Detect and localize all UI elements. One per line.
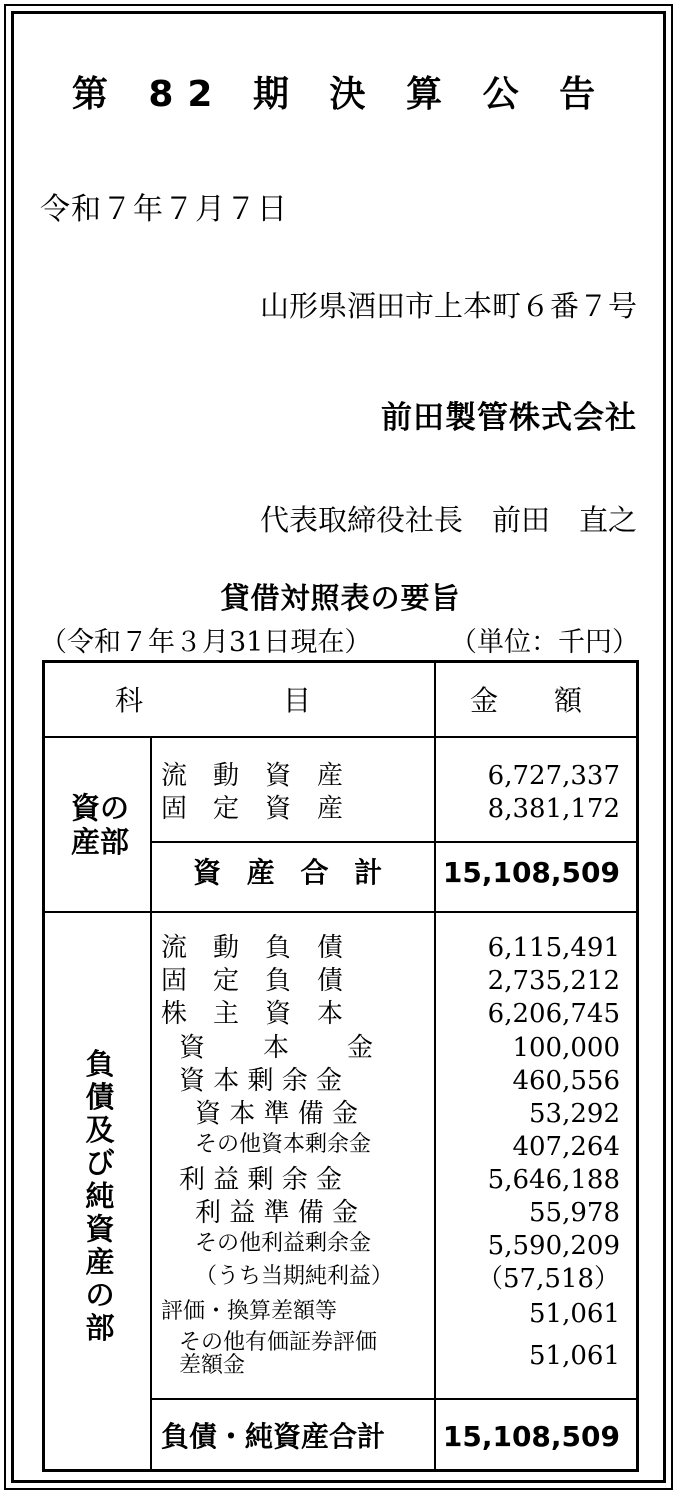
- liabilities-item-label: 資 本 準 備 金: [195, 1099, 359, 1129]
- liab-total-value: 15,108,509: [442, 1420, 620, 1453]
- liabilities-item-value: 5,590,209: [487, 1231, 620, 1261]
- unit-label: （単位：千円）: [450, 627, 639, 658]
- column-header-amount: 金 額: [470, 684, 583, 717]
- assets-item-value: 8,381,172: [487, 794, 620, 824]
- assets-item-label: 固 定 資 産: [161, 794, 344, 824]
- notice-date: 令和７年７月７日: [40, 192, 288, 227]
- liabilities-item-label: 資 本 金: [179, 1033, 376, 1063]
- header-divider: [45, 736, 636, 738]
- assets-total-value: 15,108,509: [442, 856, 620, 889]
- company-address: 山形県酒田市上本町６番７号: [259, 289, 637, 323]
- liabilities-item-value: 5,646,188: [487, 1165, 620, 1195]
- liabilities-item-value: 2,735,212: [487, 966, 620, 996]
- representative: 代表取締役社長 前田 直之: [259, 503, 637, 537]
- balance-sheet-title: 貸借対照表の要旨: [220, 581, 461, 615]
- liabilities-item-value: 6,206,745: [487, 999, 620, 1029]
- section-column-divider: [150, 736, 152, 1469]
- liabilities-item-label: 流 動 負 債: [161, 933, 344, 963]
- liabilities-item-label: 評価・換算差額等: [161, 1299, 338, 1324]
- balance-sheet-table: [42, 660, 639, 1472]
- as-of-date: （令和７年３月31日現在）: [40, 627, 372, 658]
- liabilities-item-value: 55,978: [529, 1198, 620, 1228]
- liabilities-item-label: （うち当期純利益）: [195, 1264, 394, 1289]
- liab-total-divider: [150, 1398, 636, 1400]
- liabilities-item-label: 利 益 剰 余 金: [179, 1165, 343, 1195]
- assets-section-label: 資の 産部: [70, 791, 129, 860]
- liabilities-section-label: 負 債 及 び 純 資 産 の 部: [85, 1047, 115, 1346]
- company-name: 前田製管株式会社: [381, 400, 637, 436]
- liabilities-item-label: その他有価証券評価 差額金: [179, 1330, 378, 1379]
- liabilities-item-label: 固 定 負 債: [161, 966, 344, 996]
- assets-item-label: 流 動 資 産: [161, 761, 344, 791]
- liabilities-item-value: 100,000: [512, 1033, 620, 1063]
- liabilities-item-value: 407,264: [512, 1132, 620, 1162]
- liabilities-item-value: 460,556: [512, 1066, 620, 1096]
- assets-total-divider: [150, 841, 636, 843]
- liabilities-item-label: その他利益剰余金: [195, 1231, 372, 1256]
- liab-total-label: 負債・純資産合計: [161, 1420, 386, 1453]
- liabilities-item-value: 53,292: [529, 1099, 620, 1129]
- liabilities-item-label: 利 益 準 備 金: [195, 1198, 359, 1228]
- liabilities-item-value: 51,061: [529, 1341, 620, 1371]
- column-header-item: 科 目: [115, 684, 312, 717]
- liabilities-item-value: 51,061: [529, 1299, 620, 1329]
- liabilities-item-label: 株 主 資 本: [161, 999, 344, 1029]
- liabilities-item-value: 6,115,491: [487, 933, 620, 963]
- assets-total-label: 資 産 合 計: [193, 856, 391, 889]
- assets-divider: [45, 911, 636, 913]
- amount-column-divider: [434, 663, 436, 1469]
- liabilities-item-label: 資 本 剰 余 金: [179, 1066, 343, 1096]
- assets-item-value: 6,727,337: [487, 761, 620, 791]
- liabilities-item-label: その他資本剰余金: [195, 1132, 372, 1157]
- liabilities-item-value: （57,518）: [477, 1264, 620, 1294]
- notice-title: 第 82 期 決 算 公 告: [71, 74, 610, 115]
